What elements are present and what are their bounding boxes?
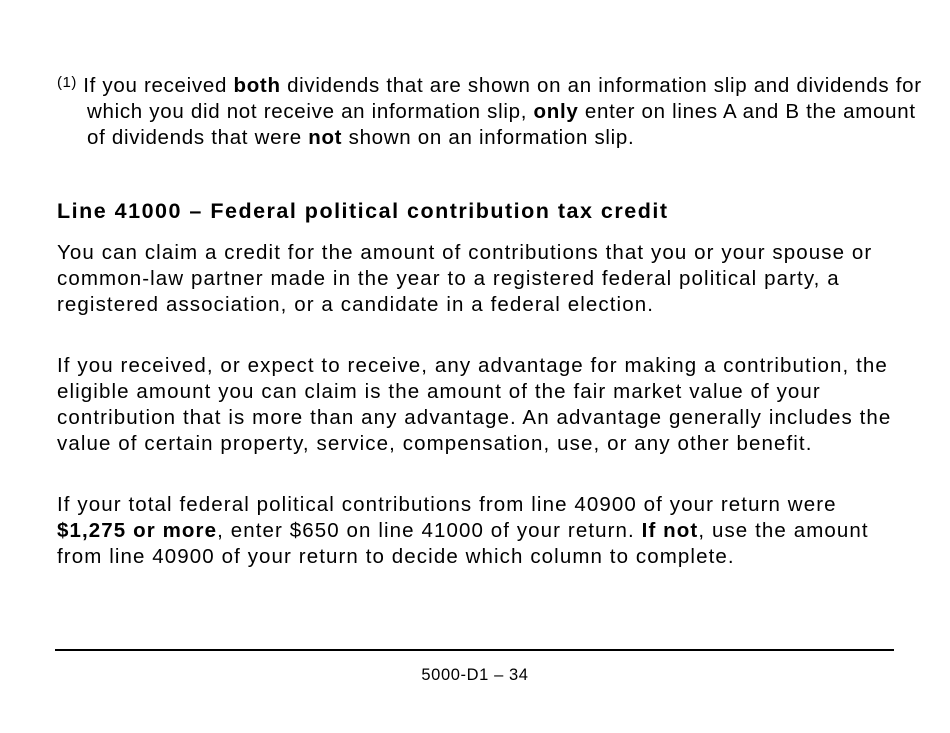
para3-text-2: , enter $650 on line 41000 of your return. [217,519,642,542]
footnote-bold-only: only [533,100,579,123]
footer-divider [55,649,894,651]
paragraph-claim-credit: You can claim a credit for the amount of contributions that you or your spouse or common-law partner made in the year to a registered federal political party, a registered association, or a candidate in a federal election. [57,241,873,316]
footnote-text-3: enter on lines A and B the amount of dividends that were [87,100,916,149]
para3-text-1: If your total federal political contributions from line 40900 of your return were [57,493,837,516]
paragraph-total-contributions [57,492,907,570]
para3-bold-if-not: If not [641,519,699,542]
para3-bold-amount: $1,275 or more [57,519,218,542]
footnote-dividends [57,70,937,151]
paragraph-advantage: If you received, or expect to receive, any advantage for making a contribution, the eligible amount you can claim is the amount of the fair market value of your contribution that is more than any advantage. An advantage generally includes the value of certain property, service, compensation, use, or any other benefit. [57,354,892,455]
footnote-bold-not: not [308,126,343,149]
footnote-marker: (1) [57,74,77,91]
footnote-text-1: If you received [76,74,234,97]
page-number: 5000-D1 – 34 [421,666,529,684]
footnote-bold-both: both [233,74,281,97]
footnote-text-4: shown on an information slip. [342,126,635,149]
para3-text-3: , use the amount from line 40900 of your return to decide which column to complete. [57,519,869,568]
section-heading: Line 41000 – Federal political contribution tax credit [57,199,669,223]
footnote-text-2: dividends that are shown on an information slip and dividends for which you did not receive an information slip, [87,74,922,123]
